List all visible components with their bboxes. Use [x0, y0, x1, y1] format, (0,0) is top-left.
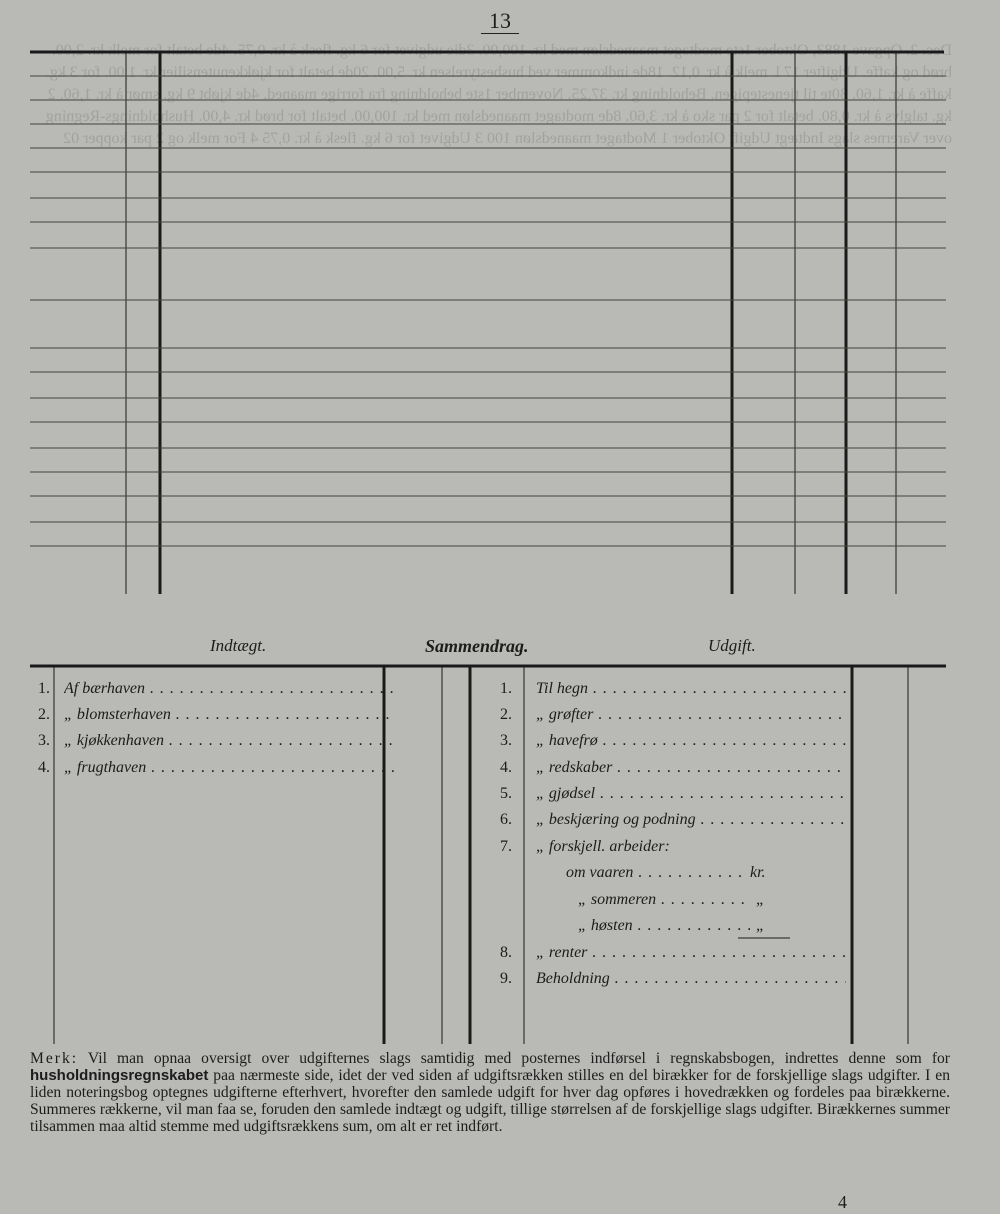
note-prefix: Merk:: [30, 1050, 79, 1067]
signature-mark: 4: [838, 1192, 847, 1212]
note-paragraph: [30, 1050, 950, 1135]
bleed-through-text: Dec. 2. Opgave 1883, Oktober 1ste modtaget maanedsløn med kr. 100,00. 3die udgivet for 6 kg. flesk à kr. 0,75. 4de betalt for melk kr. 2,00. brød og kaffe. Udgifter 17 l. melk à kr. 0,12. 18de indkommer ved husbestyrelsen kr. 5,00. 20de betalt for kjøkkenutensilier kr. 1,00. for 3 kg. kaffe à kr. 1,60. 30te til tjenestepigen. Beholdning kr. 37,25. November 1ste beholdning fra forrige maaned. 4de kjøbt 9 kg. smør à kr. 1,60. 2 kg. talglys à kr. 0,80. betalt for 2 par sko à kr. 3,60. 8de modtaget maanedsløn med kr. 100,00. betalt for brød kr. 4,00. Husholdnings-Regning over Varernes slags Indtægt Udgift Oktober 1 Modtaget maanedsløn 100 3 Udgivet for 6 kg. flesk à kr. 0,75 4 For melk og 2 par kopper 02: [45, 42, 952, 147]
summary-title: Sammendrag.: [425, 636, 529, 656]
expense-header: Udgift.: [708, 636, 756, 655]
note-bold-term: husholdningsregnskabet: [30, 1067, 209, 1084]
page-number: 13: [0, 8, 1000, 34]
note-text-1: Vil man opnaa oversigt over udgifternes slags samtidig med posternes indførsel i regnskabsbogen, indrettes denne som for: [87, 1050, 950, 1067]
note-text-2: paa nærmeste side, idet der ved siden af udgiftsrækken stilles en del birækker for de forskjellige slags udgifter. I en liden noteringsbog optegnes udgifterne efterhvert, hvorefter den samlede udgift for hver dag opføres i hovedrækken og fordeles paa birækkerne. Summeres rækkerne, vil man faa se, foruden den samlede indtægt og udgift, tillige størrelsen af de forskjellige slags udgifter. Birækkernes summer tilsammen maa altid stemme med udgiftsrækkens sum, om alt er ret indført.: [30, 1067, 951, 1135]
income-header: Indtægt.: [210, 636, 267, 655]
